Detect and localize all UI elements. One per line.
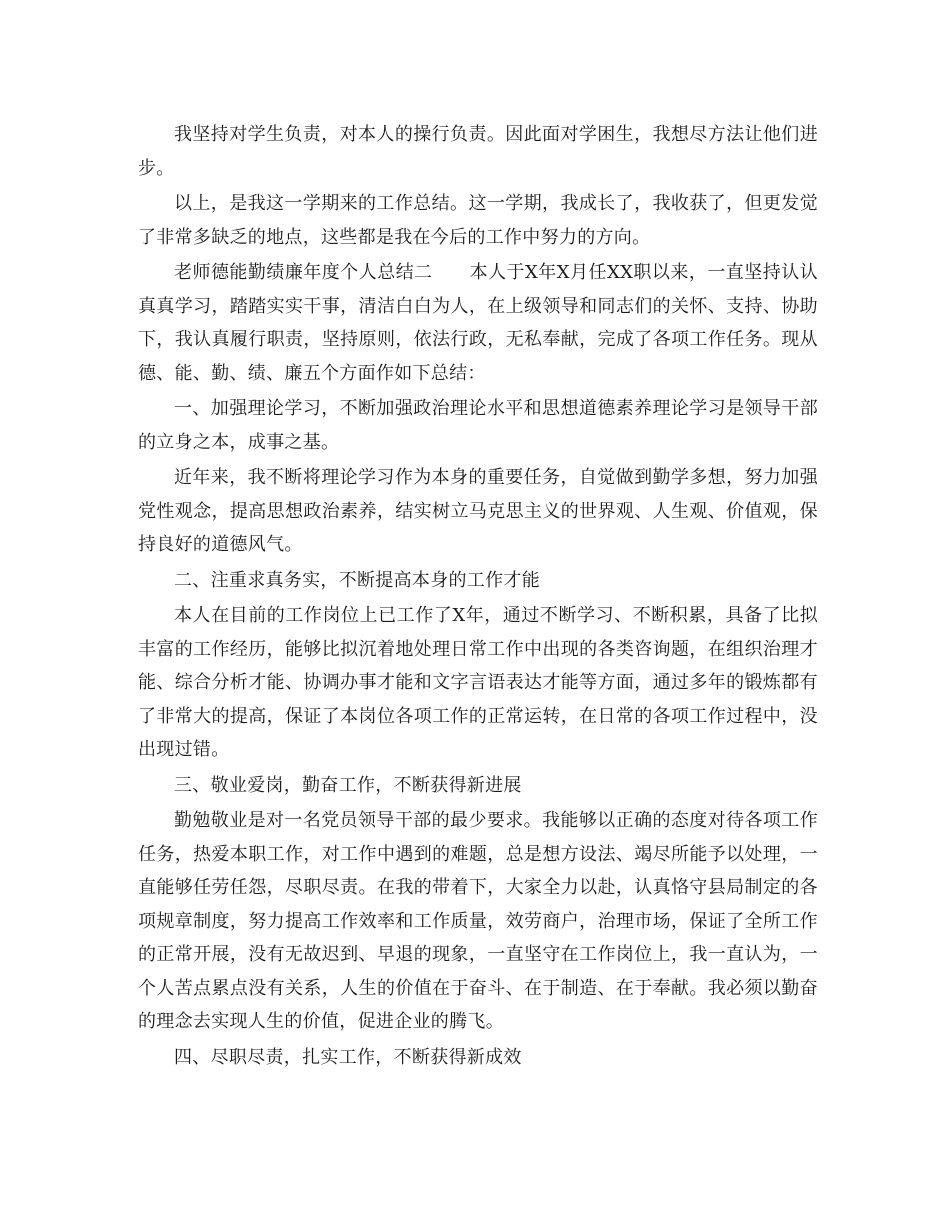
paragraph-theory-study: 近年来，我不断将理论学习作为本身的重要任务，自觉做到勤学多想，努力加强党性观念，提高思想政治素养，结实树立马克思主义的世界观、人生观、价值观，保持良好的道德风气。 — [138, 467, 818, 555]
paragraph-work-ability: 本人在目前的工作岗位上已工作了X年，通过不断学习、不断积累，具备了比拟丰富的工作经历，能够比拟沉着地处理日常工作中出现的各类咨询题，在组织治理才能、综合分析才能、协调办事才能和文字言语表达才能等方面，通过多年的锻炼都有了非常大的提高，保证了本岗位各项工作的正常运转，在日常的各项工作过程中，没出现过错。 — [138, 605, 818, 760]
paragraph-annual-summary-intro: 老师德能勤绩廉年度个人总结二 本人于X年X月任XX职以来，一直坚持认认真真学习，踏踏实实干事，清洁白白为人，在上级领导和同志们的关怀、支持、协助下，我认真履行职责，坚持原则，依法行政，无私奉献，完成了各项工作任务。现从德、能、勤、绩、廉五个方面作如下总结： — [138, 262, 818, 384]
heading-work-ability: 二、注重求真务实，不断提高本身的工作才能 — [174, 569, 540, 591]
document-body — [138, 118, 818, 1076]
paragraph-responsibility: 我坚持对学生负责，对本人的操行负责。因此面对学困生，我想尽方法让他们进步。 — [138, 124, 818, 179]
paragraph-dedication: 勤勉敬业是对一名党员领导干部的最少要求。我能够以正确的态度对待各项工作任务，热爱本职工作，对工作中遇到的难题，总是想方设法、竭尽所能予以处理，一直能够任劳任怨，尽职尽责。在我的带着下，大家全力以赴，认真恪守县局制定的各项规章制度，努力提高工作效率和工作质量，效劳商户，治理市场，保证了全所工作的正常开展，没有无故迟到、早退的现象，一直坚守在工作岗位上，我一直认为，一个人苦点累点没有关系，人生的价值在于奋斗、在于制造、在于奉献。我必须以勤奋的理念去实现人生的价值，促进企业的腾飞。 — [138, 810, 818, 1032]
heading-dedication: 三、敬业爱岗，勤奋工作，不断获得新进展 — [174, 774, 522, 796]
heading-theory-study: 一、加强理论学习，不断加强政治理论水平和思想道德素养理论学习是领导干部的立身之本，成事之基。 — [138, 398, 818, 453]
paragraph-semester-summary: 以上，是我这一学期来的工作总结。这一学期，我成长了，我收获了，但更发觉了非常多缺乏的地点，这些都是我在今后的工作中努力的方向。 — [138, 193, 818, 248]
heading-results: 四、尽职尽责，扎实工作，不断获得新成效 — [174, 1046, 522, 1068]
